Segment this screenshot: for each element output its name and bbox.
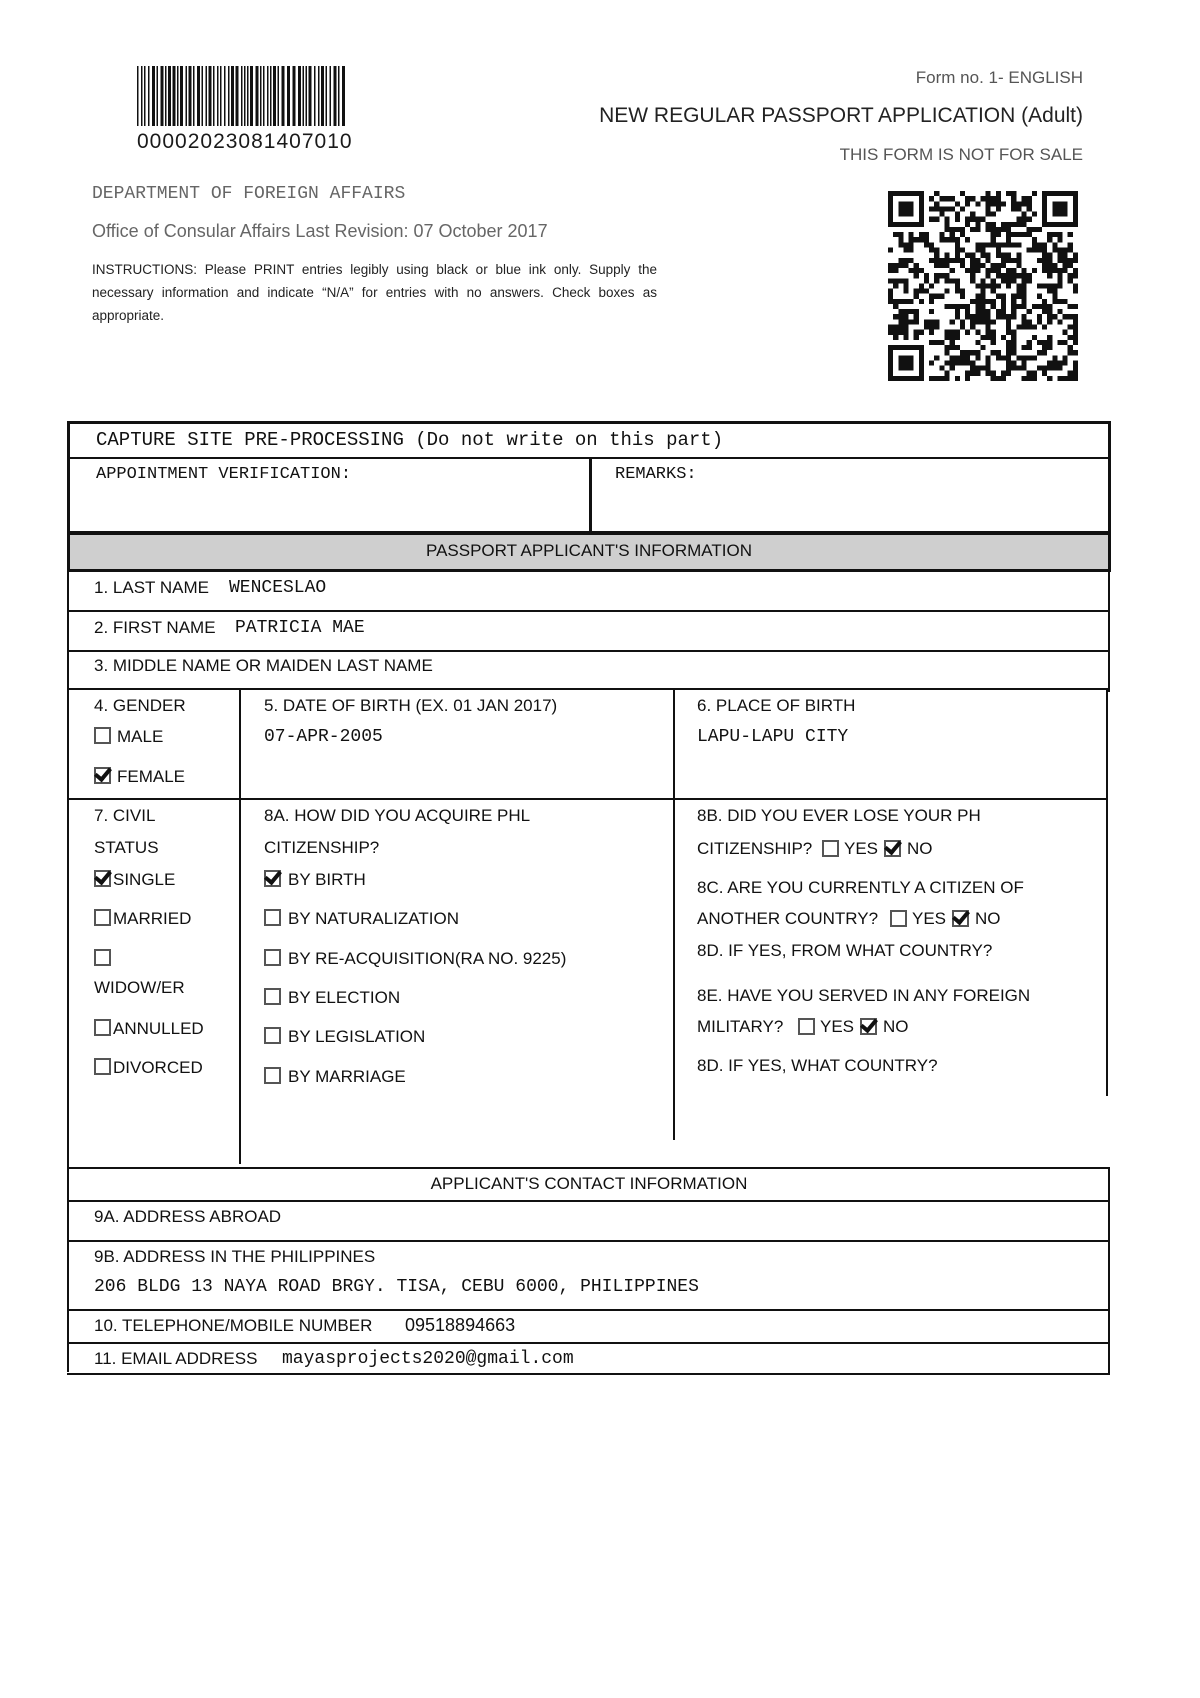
by-election-checkbox[interactable] [264,988,281,1005]
address-ph-label: 9B. ADDRESS IN THE PHILIPPINES [94,1247,376,1266]
civil-widow-checkbox[interactable] [94,949,111,966]
civil-divorced-label: DIVORCED [113,1058,203,1077]
civil-status-label-1: 7. CIVIL [94,806,156,825]
address-abroad-label: 9A. ADDRESS ABROAD [94,1207,282,1226]
by-marriage-checkbox[interactable] [264,1067,281,1084]
contact-info-title: APPLICANT'S CONTACT INFORMATION [430,1174,748,1193]
q8e-label-2: MILITARY? [697,1017,784,1036]
middle-name-label: 3. MIDDLE NAME OR MAIDEN LAST NAME [94,656,433,675]
pob-value[interactable]: LAPU-LAPU CITY [697,727,849,747]
phone-value[interactable]: 09518894663 [405,1315,516,1335]
first-name-label: 2. FIRST NAME [94,618,216,637]
q8b-label-1: 8B. DID YOU EVER LOSE YOUR PH [697,806,981,825]
by-birth-checkbox[interactable] [264,870,281,887]
q8c-yes-checkbox[interactable] [890,910,907,927]
pob-label: 6. PLACE OF BIRTH [697,696,856,715]
q8e-yes-label: YES [820,1017,855,1036]
address-ph-value[interactable]: 206 BLDG 13 NAYA ROAD BRGY. TISA, CEBU 6000, PHILIPPINES [94,1277,699,1297]
q8e-no-label: NO [883,1017,909,1036]
q8d2-label: 8D. IF YES, WHAT COUNTRY? [697,1056,938,1075]
not-for-sale-notice: THIS FORM IS NOT FOR SALE [839,145,1083,164]
q8c-label-1: 8C. ARE YOU CURRENTLY A CITIZEN OF [697,878,1024,897]
civil-annulled-label: ANNULLED [113,1019,204,1038]
first-name-value[interactable]: PATRICIA MAE [235,618,365,638]
remarks-label: REMARKS: [615,465,697,484]
civil-single-label: SINGLE [113,870,176,889]
dob-label: 5. DATE OF BIRTH (EX. 01 JAN 2017) [264,696,558,715]
q8a-label-1: 8A. HOW DID YOU ACQUIRE PHL [264,806,531,825]
gender-male-checkbox[interactable] [94,727,111,744]
capture-site-title: CAPTURE SITE PRE-PROCESSING (Do not write on this part) [96,429,724,451]
civil-divorced-checkbox[interactable] [94,1058,111,1075]
gender-female-checkbox[interactable] [94,767,111,784]
barcode-icon [137,66,345,126]
applicant-info-box [67,532,1111,572]
last-name-label: 1. LAST NAME [94,578,209,597]
form-number: Form no. 1- ENGLISH [915,68,1083,87]
by-naturalization-label: BY NATURALIZATION [288,909,459,928]
q8b-yes-checkbox[interactable] [822,840,839,857]
civil-status-label-2: STATUS [94,838,159,857]
by-election-label: BY ELECTION [288,988,401,1007]
by-legislation-label: BY LEGISLATION [288,1027,426,1046]
q8d-label: 8D. IF YES, FROM WHAT COUNTRY? [697,941,993,960]
form-title: NEW REGULAR PASSPORT APPLICATION (Adult) [599,104,1083,127]
by-reacquisition-checkbox[interactable] [264,949,281,966]
by-naturalization-checkbox[interactable] [264,909,281,926]
applicant-info-title: PASSPORT APPLICANT'S INFORMATION [426,541,752,560]
gender-male-label: MALE [117,727,164,746]
q8b-yes-label: YES [844,839,879,858]
email-value[interactable]: mayasprojects2020@gmail.com [282,1349,574,1369]
q8c-no-label: NO [975,909,1001,928]
last-name-value[interactable]: WENCESLAO [229,578,327,598]
civil-married-checkbox[interactable] [94,909,111,926]
phone-label: 10. TELEPHONE/MOBILE NUMBER [94,1316,373,1335]
appointment-verification-label: APPOINTMENT VERIFICATION: [96,465,352,484]
q8b-no-label: NO [907,839,933,858]
q8c-no-checkbox[interactable] [952,910,969,927]
q8e-no-checkbox[interactable] [860,1018,877,1035]
office-revision: Office of Consular Affairs Last Revision: 07 October 2017 [92,221,548,241]
instructions-text: INSTRUCTIONS: Please PRINT entries legibly using black or blue ink only. Supply the necessary information and indicate “N/A” for entries with no answers. Check boxes as appropriate. [92,262,657,323]
q8e-label-1: 8E. HAVE YOU SERVED IN ANY FOREIGN [697,986,1031,1005]
civil-single-checkbox[interactable] [94,870,111,887]
by-reacquisition-label: BY RE-ACQUISITION(RA NO. 9225) [288,949,567,968]
by-legislation-checkbox[interactable] [264,1027,281,1044]
by-marriage-label: BY MARRIAGE [288,1067,406,1086]
civil-widow-label: WIDOW/ER [94,978,185,997]
q8c-yes-label: YES [912,909,947,928]
department-name: DEPARTMENT OF FOREIGN AFFAIRS [92,184,406,204]
q8b-no-checkbox[interactable] [884,840,901,857]
civil-married-label: MARRIED [113,909,192,928]
q8e-yes-checkbox[interactable] [798,1018,815,1035]
email-label: 11. EMAIL ADDRESS [94,1349,258,1368]
q8c-label-2: ANOTHER COUNTRY? [697,909,879,928]
civil-annulled-checkbox[interactable] [94,1019,111,1036]
dob-value[interactable]: 07-APR-2005 [264,727,383,747]
gender-label: 4. GENDER [94,696,186,715]
q8b-label-2: CITIZENSHIP? [697,839,813,858]
qr-code-icon [888,191,1078,381]
q8a-label-2: CITIZENSHIP? [264,838,380,857]
barcode-number: 00002023081407010 [137,130,353,153]
by-birth-label: BY BIRTH [288,870,366,889]
gender-female-label: FEMALE [117,767,186,786]
